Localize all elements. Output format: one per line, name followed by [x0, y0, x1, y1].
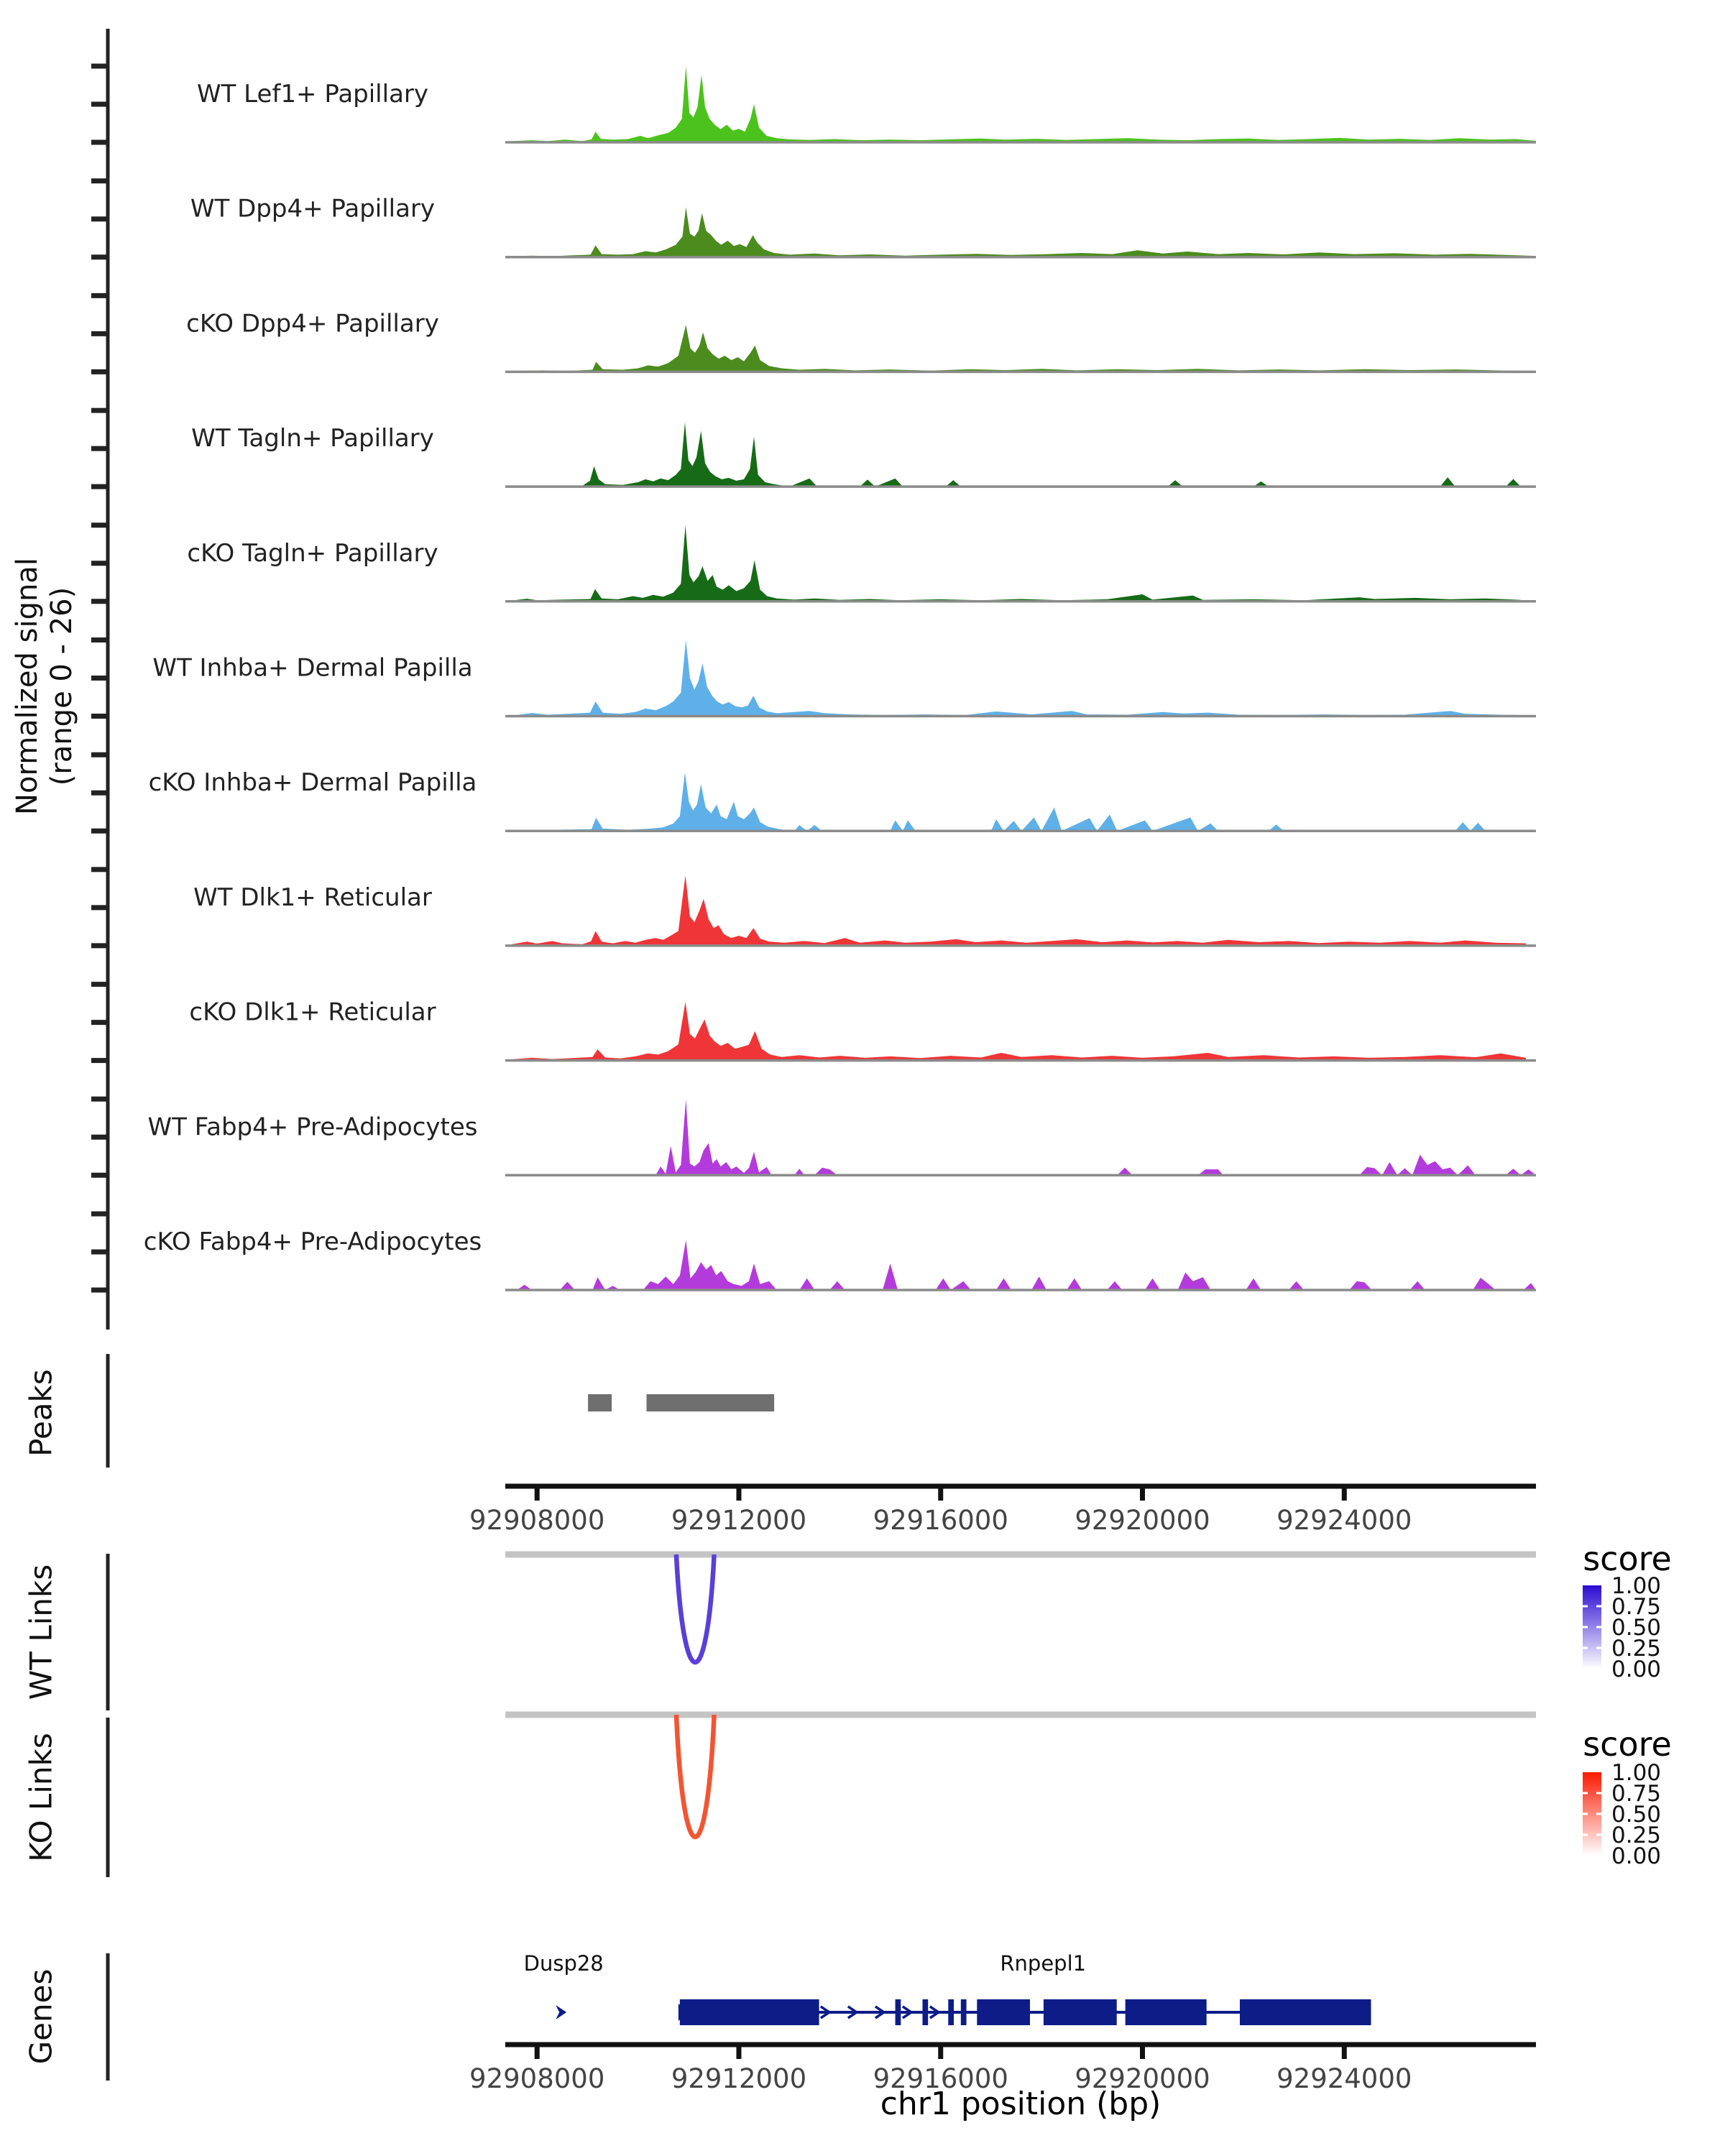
gene-rnpepl1	[678, 1951, 1371, 2025]
signal-area	[517, 325, 1531, 372]
track-label: cKO Dpp4+ Papillary	[186, 309, 439, 338]
gene-exon	[961, 1999, 967, 2025]
track-label: WT Tagln+ Papillary	[191, 424, 434, 453]
signal-area	[527, 1099, 1536, 1175]
axis-tick-label: 92908000	[469, 1505, 605, 1536]
signal-axis-bracket	[91, 29, 108, 1330]
signal-track-cko-dpp4-papillary	[186, 309, 1536, 372]
gene-strand-arrow	[556, 2005, 566, 2019]
gene-exon	[977, 1999, 1030, 2025]
track-label: cKO Dlk1+ Reticular	[189, 998, 436, 1027]
peak-interval	[647, 1394, 775, 1411]
signal-track-wt-dlk1-reticular	[193, 875, 1536, 946]
legend-tick-label: 0.75	[1611, 1781, 1662, 1807]
ko-links-section-label: KO Links	[23, 1733, 59, 1862]
axis-tick-label: 92920000	[1075, 2063, 1210, 2094]
gene-exon	[1240, 1999, 1371, 2025]
axis-tick-label: 92916000	[873, 2063, 1008, 2094]
signal-area	[522, 773, 1486, 831]
track-label: WT Dlk1+ Reticular	[193, 883, 432, 912]
link-arc	[676, 1715, 714, 1837]
genome-axis-bottom	[469, 2045, 1536, 2094]
peaks-section-label: Peaks	[23, 1369, 59, 1457]
signal-track-wt-fabp4-pre-adipocytes	[148, 1099, 1536, 1175]
gene-exon	[1044, 1999, 1117, 2025]
legend-tick-label: 0.00	[1611, 1843, 1662, 1869]
signal-area	[512, 1002, 1526, 1061]
signal-area	[512, 875, 1526, 946]
signal-track-wt-dpp4-papillary	[190, 195, 1536, 257]
legend-tick-label: 0.75	[1611, 1594, 1662, 1620]
axis-tick-label: 92908000	[469, 2063, 605, 2094]
gene-exon	[896, 1999, 901, 2025]
axis-tick-label: 92916000	[873, 1505, 1008, 1536]
signal-track-cko-dlk1-reticular	[189, 998, 1536, 1061]
signal-area	[517, 1240, 1536, 1290]
genes-track	[108, 1951, 1371, 2081]
legend-tick-label: 1.00	[1611, 1573, 1662, 1599]
track-label: WT Inhba+ Dermal Papilla	[152, 653, 473, 683]
gene-exon	[922, 1999, 928, 2025]
track-label: WT Lef1+ Papillary	[196, 80, 429, 109]
gene-name-label: Dusp28	[523, 1951, 604, 1976]
gene-exon	[948, 1999, 954, 2025]
ko-links	[108, 1715, 1661, 1877]
signal-axis-label-line1: Normalized signal	[11, 558, 44, 815]
signal-area	[512, 207, 1536, 257]
wt-links-section-label: WT Links	[23, 1564, 59, 1700]
axis-tick-label: 92912000	[671, 2063, 807, 2094]
track-label: WT Dpp4+ Papillary	[190, 194, 436, 224]
axis-tick-label: 92924000	[1276, 2063, 1412, 2094]
legend-tick-label: 0.50	[1611, 1802, 1662, 1828]
signal-track-wt-inhba-dermal-papilla	[152, 640, 1536, 717]
legend-tick-label: 1.00	[1611, 1760, 1662, 1786]
ko-links-legend-title: score	[1583, 1725, 1672, 1764]
axis-tick-label: 92912000	[671, 1505, 807, 1536]
gene-exon	[680, 1999, 819, 2025]
signal-area	[512, 66, 1536, 142]
track-label: cKO Tagln+ Papillary	[187, 538, 438, 568]
track-label: WT Fabp4+ Pre-Adipocytes	[147, 1112, 478, 1142]
wt-links	[108, 1554, 1661, 1710]
signal-track-wt-lef1-papillary	[197, 66, 1536, 142]
track-label: cKO Fabp4+ Pre-Adipocytes	[143, 1227, 482, 1256]
legend-tick-label: 0.25	[1611, 1636, 1662, 1662]
signal-area	[517, 640, 1531, 717]
signal-track-cko-fabp4-pre-adipocytes	[144, 1227, 1536, 1290]
wt-links-score-legend	[1583, 1573, 1661, 1682]
signal-track-wt-tagln-papillary	[191, 422, 1536, 487]
gene-dusp28	[524, 1951, 604, 2019]
ko-links-score-legend	[1583, 1760, 1661, 1869]
signal-axis-label-line2: (range 0 - 26)	[45, 586, 78, 786]
signal-track-cko-tagln-papillary	[187, 525, 1536, 602]
signal-track-cko-inhba-dermal-papilla	[149, 768, 1536, 831]
gene-exon	[1126, 1999, 1207, 2025]
genes-section-label: Genes	[23, 1968, 59, 2065]
peaks-track	[108, 1354, 774, 1468]
wt-links-legend-title: score	[1583, 1539, 1672, 1578]
track-label: cKO Inhba+ Dermal Papilla	[148, 768, 477, 798]
axis-tick-label: 92924000	[1276, 1505, 1412, 1536]
signal-area	[522, 422, 1521, 487]
peak-interval	[588, 1394, 612, 1411]
axis-tick-label: 92920000	[1075, 1505, 1210, 1536]
link-arc	[676, 1554, 714, 1662]
signal-tracks	[144, 66, 1536, 1290]
legend-tick-label: 0.50	[1611, 1615, 1662, 1641]
genome-axis-label: chr1 position (bp)	[880, 2086, 1162, 2122]
genome-axis-top	[469, 1486, 1536, 1536]
gene-name-label: Rnpepl1	[1000, 1951, 1087, 1976]
legend-tick-label: 0.25	[1611, 1823, 1662, 1848]
signal-area	[512, 525, 1521, 602]
legend-tick-label: 0.00	[1611, 1657, 1662, 1682]
